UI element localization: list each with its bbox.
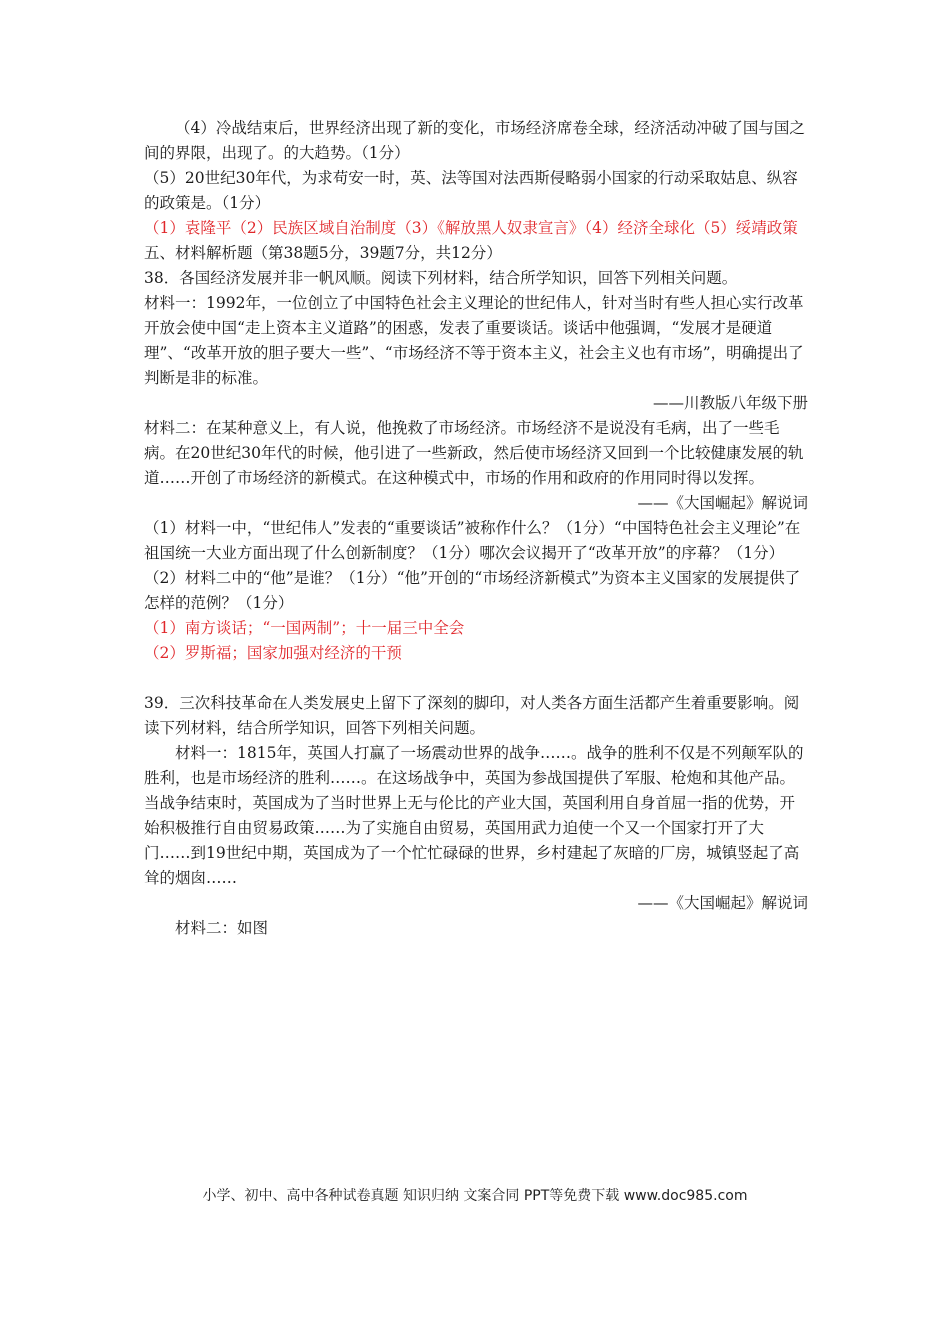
paragraph: 39．三次科技革命在人类发展史上留下了深刻的脚印，对人类各方面生活都产生着重要影响。阅读下列材料，结合所学知识，回答下列相关问题。 xyxy=(144,694,800,737)
page-footer: 小学、初中、高中各种试卷真题 知识归纳 文案合同 PPT等免费下载 www.doc985.com xyxy=(202,1188,748,1204)
paragraph: 材料一：1815年，英国人打赢了一场震动世界的战争……。战争的胜利不仅是不列颠军队的胜利，也是市场经济的胜利……。在这场战争中，英国为参战国提供了军服、枪炮和其他产品。当战争结束时，英国成为了当时世界上无与伦比的产业大国，英国利用自身首屈一指的优势，开始积极推行自由贸易政策……为了实施自由贸易，英国用武力迫使一个又一个国家打开了大门……到19世纪中期，英国成为了一个忙忙碌碌的世界，乡村建起了灰暗的厂房，城镇竖起了高耸的烟囱…… xyxy=(144,744,804,887)
source-citation: ——川教版八年级下册 xyxy=(652,394,808,412)
document-body xyxy=(144,116,808,941)
paragraph: （2）材料二中的“他”是谁？（1分）“他”开创的“市场经济新模式”为资本主义国家的发展提供了怎样的范例？（1分） xyxy=(144,569,801,612)
answer-line: （1）南方谈话；“一国两制”；十一届三中全会 xyxy=(144,619,465,637)
answer-line: （1）袁隆平（2）民族区域自治制度（3）《解放黑人奴隶宣言》（4）经济全球化（5）绥靖政策 xyxy=(144,219,798,237)
blank-line xyxy=(144,666,808,691)
paragraph: 材料一：1992年，一位创立了中国特色社会主义理论的世纪伟人，针对当时有些人担心实行改革开放会使中国“走上资本主义道路”的困惑，发表了重要谈话。谈话中他强调，“发展才是硬道理”、“改革开放的胆子要大一些”、“市场经济不等于资本主义，社会主义也有市场”，明确提出了判断是非的标准。 xyxy=(144,294,804,387)
answer-line: （2）罗斯福；国家加强对经济的干预 xyxy=(144,644,402,662)
paragraph: 材料二：在某种意义上，有人说，他挽救了市场经济。市场经济不是说没有毛病，出了一些毛病。在20世纪30年代的时候，他引进了一些新政，然后使市场经济又回到一个比较健康发展的轨道……开创了市场经济的新模式。在这种模式中，市场的作用和政府的作用同时得以发挥。 xyxy=(144,419,804,487)
source-citation: ——《大国崛起》解说词 xyxy=(637,894,808,912)
paragraph: （1）材料一中，“世纪伟人”发表的“重要谈话”被称作什么？（1分）“中国特色社会主义理论”在祖国统一大业方面出现了什么创新制度？（1分）哪次会议揭开了“改革开放”的序幕？（1分） xyxy=(144,519,801,562)
paragraph: （4）冷战结束后，世界经济出现了新的变化，市场经济席卷全球，经济活动冲破了国与国之间的界限，出现了。的大趋势。（1分） xyxy=(144,119,805,162)
paragraph: 38．各国经济发展并非一帆风顺。阅读下列材料，结合所学知识，回答下列相关问题。 xyxy=(144,269,738,287)
paragraph: 五、材料解析题（第38题5分，39题7分，共12分） xyxy=(144,244,502,262)
paragraph: 材料二：如图 xyxy=(175,919,269,937)
paragraph: （5）20世纪30年代，为求苟安一时，英、法等国对法西斯侵略弱小国家的行动采取姑息、纵容的政策是。（1分） xyxy=(144,169,798,212)
source-citation: ——《大国崛起》解说词 xyxy=(637,494,808,512)
